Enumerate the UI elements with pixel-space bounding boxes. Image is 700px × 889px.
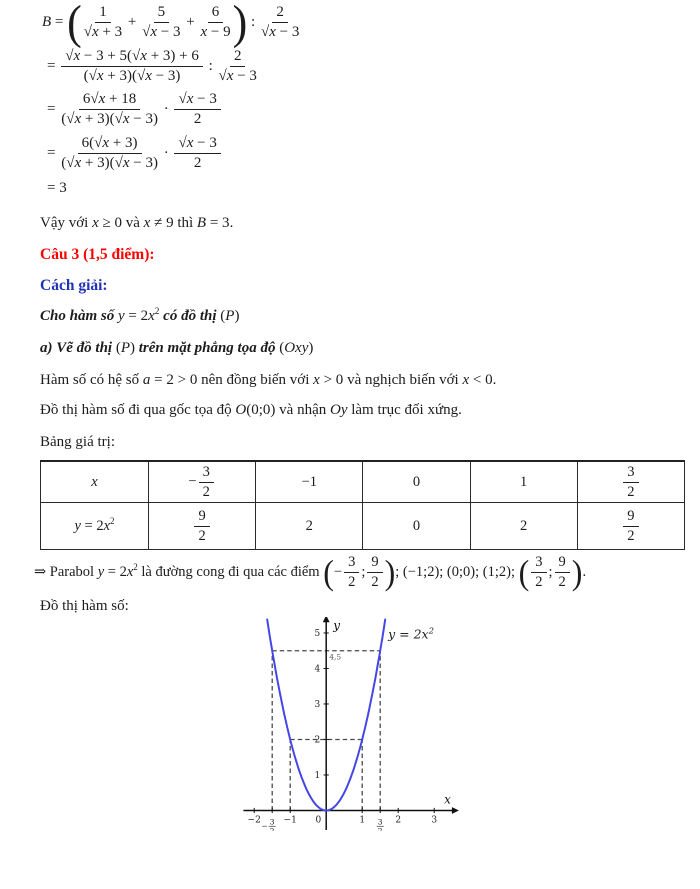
- fraction: $\frac{√x - 3}{2}$: [174, 91, 220, 129]
- table-cell: [41, 461, 149, 503]
- table-row: [41, 503, 685, 550]
- svg-text:3: 3: [269, 817, 275, 827]
- text-run: nên đồng biến với: [197, 372, 314, 388]
- math-run: :: [204, 57, 217, 74]
- fraction: $\frac{√x - 3 + 5(√x + 3) + 6}{(√x + 3)(√x - 3)}$: [61, 48, 203, 86]
- text-run: thì: [173, 215, 197, 231]
- fraction: $\frac{3}{2}$: [344, 554, 359, 590]
- graph-caption: Đồ thị hàm số:: [40, 598, 129, 615]
- text-run: và nghịch biến với: [343, 372, 463, 388]
- fraction: $\frac{9}{2}$: [194, 508, 209, 544]
- text-run: Đồ thị hàm số đi qua gốc tọa độ: [40, 402, 236, 418]
- monotonicity-paragraph: [40, 372, 700, 389]
- big-paren: ): [232, 0, 248, 49]
- svg-text:y: y: [333, 618, 340, 633]
- question-heading: Câu 3 (1,5 điểm):: [40, 246, 155, 263]
- table-cell: [470, 503, 577, 550]
- value-table: [40, 460, 685, 550]
- math-run: Oy: [329, 402, 348, 418]
- math-run: ·: [159, 144, 173, 161]
- math-run: B =: [42, 14, 68, 31]
- text-run: .: [229, 215, 234, 231]
- parabola-chart: [238, 617, 468, 831]
- text-run: và nhận: [275, 402, 330, 418]
- text-run: Parabol: [49, 563, 98, 580]
- text-run: Hàm số có hệ số: [40, 372, 143, 388]
- math-run: =: [47, 101, 60, 118]
- math-run: x ≠ 9: [143, 215, 174, 231]
- math-run: x ≥ 0: [92, 215, 122, 231]
- math-run: 1: [520, 473, 528, 490]
- math-run: 2: [305, 517, 313, 534]
- table-cell: [256, 503, 363, 550]
- text-run: làm trục đối xứng.: [347, 402, 462, 418]
- text-run: Vậy với: [40, 215, 93, 231]
- big-paren: (: [518, 552, 530, 591]
- equation-line-5: [47, 180, 700, 197]
- symmetry-paragraph: [40, 402, 700, 419]
- math-run: −1: [301, 473, 317, 490]
- text-run: có đồ thị: [159, 308, 221, 324]
- math-run: +: [182, 14, 199, 31]
- table-cell: [149, 503, 256, 550]
- math-run: +: [124, 14, 141, 31]
- svg-text:3: 3: [377, 817, 383, 827]
- svg-text:3: 3: [314, 700, 321, 711]
- big-paren: ): [571, 552, 583, 591]
- table-row: [41, 461, 685, 503]
- equation-line-4: [47, 135, 700, 173]
- math-run: =: [47, 144, 60, 161]
- fraction: $\frac{1}{√x + 3}$: [83, 4, 123, 41]
- svg-text:2: 2: [377, 826, 383, 832]
- text-run: trên mặt phẳng tọa độ: [135, 340, 280, 356]
- svg-text:−1: −1: [283, 815, 297, 826]
- table-caption: Bảng giá trị:: [40, 434, 115, 450]
- fraction: $\frac{2}{√x - 3}$: [260, 4, 300, 41]
- svg-text:2: 2: [269, 826, 275, 832]
- given-statement: [40, 308, 700, 325]
- svg-text:−: −: [261, 821, 268, 831]
- fraction: $\frac{9}{2}$: [623, 508, 638, 544]
- math-run: $y = 2x^2$: [117, 307, 160, 324]
- fraction: $\frac{5}{√x - 3}$: [142, 4, 181, 41]
- svg-text:2: 2: [395, 815, 402, 826]
- math-run: (P): [115, 340, 136, 356]
- svg-text:2: 2: [314, 735, 321, 746]
- fraction: $\frac{9}{2}$: [367, 554, 382, 590]
- math-run: x < 0: [462, 372, 493, 388]
- svg-text:x: x: [444, 792, 451, 807]
- table-cell: [577, 503, 684, 550]
- fraction: $\frac{3}{2}$: [531, 554, 546, 590]
- svg-text:1: 1: [314, 771, 321, 782]
- svg-text:1: 1: [359, 815, 366, 826]
- big-paren: (: [67, 0, 82, 49]
- math-run: 0: [412, 517, 421, 534]
- text-run: và: [122, 215, 144, 231]
- parabol-conclusion: [34, 554, 700, 590]
- fraction: $\frac{2}{√x - 3}$: [218, 47, 257, 84]
- big-paren: (: [323, 552, 334, 591]
- big-paren: ): [384, 552, 396, 591]
- math-run: =: [47, 57, 60, 74]
- table-cell: [363, 503, 470, 550]
- equation-line-3: [47, 91, 700, 129]
- fraction: $\frac{3}{2}$: [623, 464, 638, 500]
- math-run: $y = 2x^2$: [97, 561, 138, 580]
- equation-line-1: [42, 0, 700, 49]
- fraction: $\frac{6√x + 18}{(√x + 3)(√x - 3)}$: [61, 91, 158, 128]
- math-run: O(0;0): [235, 402, 276, 418]
- math-run: B = 3: [196, 215, 230, 231]
- table-cell: [256, 461, 363, 503]
- math-run: x: [91, 473, 98, 490]
- svg-text:0: 0: [315, 815, 322, 826]
- math-run: (P): [220, 308, 240, 324]
- table-cell: [470, 461, 577, 503]
- math-run: 2: [520, 517, 528, 534]
- math-run: −: [333, 563, 343, 580]
- svg-text:4: 4: [314, 664, 321, 675]
- method-heading: Cách giải:: [40, 277, 108, 294]
- math-run: −: [188, 473, 197, 490]
- fraction: $\frac{6}{x - 9}$: [200, 4, 231, 41]
- math-run: (Oxy): [279, 340, 314, 356]
- text-run: Cho hàm số: [40, 308, 118, 324]
- equation-line-2: [47, 48, 700, 86]
- part-a-statement: [40, 340, 700, 357]
- math-run: ; (−1;2); (0;0); (1;2);: [395, 563, 519, 580]
- table-cell: [149, 461, 256, 503]
- table-cell: [363, 461, 470, 503]
- conclusion-line: [40, 215, 700, 232]
- svg-text:y = 2x2: $y = 2x^2$: [388, 626, 435, 642]
- math-run: ⇒: [34, 563, 50, 580]
- table-cell: [41, 503, 149, 550]
- math-run: ;: [361, 563, 366, 580]
- text-run: .: [492, 372, 497, 388]
- table-cell: [577, 461, 684, 503]
- svg-text:5: 5: [314, 629, 321, 640]
- text-run: a) Vẽ đồ thị: [40, 340, 116, 356]
- text-run: là đường cong đi qua các điểm: [137, 563, 324, 580]
- math-run: :: [247, 14, 259, 31]
- math-run: $y = 2x^2$: [74, 515, 115, 534]
- math-run: a = 2 > 0: [142, 372, 198, 388]
- text-run: .: [582, 563, 587, 580]
- math-run: = 3: [47, 180, 67, 196]
- math-run: ;: [548, 563, 553, 580]
- fraction: $\frac{6(√x + 3)}{(√x + 3)(√x - 3)}$: [61, 134, 158, 171]
- graph-container: [238, 617, 700, 836]
- fraction: $\frac{√x - 3}{2}$: [174, 135, 220, 173]
- svg-text:3: 3: [431, 815, 438, 826]
- math-run: 0: [412, 473, 421, 490]
- math-run: ·: [159, 101, 173, 118]
- svg-text:4,5: 4,5: [329, 653, 342, 663]
- svg-text:−2: −2: [247, 815, 261, 826]
- fraction: $\frac{3}{2}$: [199, 464, 214, 500]
- math-run: x > 0: [313, 372, 344, 388]
- fraction: $\frac{9}{2}$: [555, 554, 570, 590]
